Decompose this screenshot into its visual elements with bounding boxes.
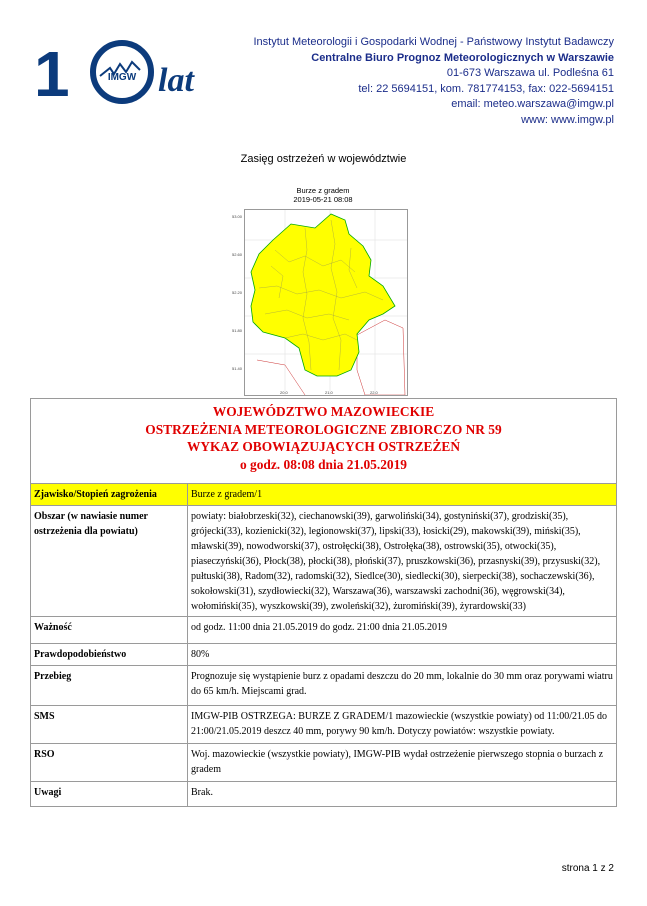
table-row	[31, 644, 617, 666]
table-row	[31, 666, 617, 706]
map-y-tick: 51.80	[232, 328, 243, 333]
row-value: od godz. 11:00 dnia 21.05.2019 do godz. 21:00 dnia 21.05.2019	[188, 617, 617, 644]
institution-name: Instytut Meteorologii i Gospodarki Wodnej - Państwowy Instytut Badawczy	[253, 36, 614, 48]
institution-www[interactable]: www: www.imgw.pl	[521, 113, 614, 126]
logo-ring-text: IMGW	[107, 72, 137, 83]
institution-email[interactable]: email: meteo.warszawa@imgw.pl	[451, 98, 614, 110]
map-y-tick: 52.20	[232, 290, 243, 295]
row-label: Zjawisko/Stopień zagrożenia	[31, 484, 188, 506]
row-value: Brak.	[188, 782, 617, 807]
row-label: SMS	[31, 706, 188, 744]
row-label: Przebieg	[31, 666, 188, 706]
row-label: Prawdopodobieństwo	[31, 644, 188, 666]
table-row	[31, 506, 617, 617]
header-issue-time: o godz. 08:08 dnia 21.05.2019	[239, 456, 408, 472]
map-x-tick: 20.0	[280, 390, 288, 395]
row-value: 80%	[188, 644, 617, 666]
header-voivodeship: WOJEWÓDZTWO MAZOWIECKIE	[212, 404, 435, 419]
section-subtitle: Zasięg ostrzeżeń w województwie	[240, 153, 407, 165]
map-x-tick: 21.0	[325, 390, 333, 395]
warning-map	[232, 186, 414, 398]
row-label: RSO	[31, 744, 188, 782]
row-value: powiaty: białobrzeski(32), ciechanowski(39), garwoliński(34), gostyniński(37), grodziski(35), grójecki(33), kozienicki(32), legionowski(37), lipski(33), łosicki(29), makowski(39), miński(35), mławski(39), nowodworski(37), ostrołęcki(38), Ostrołęka(38), ostrowski(35), otwocki(35), piaseczyński(36), Płock(38), płocki(38), płoński(37), pruszkowski(36), przasnyski(39), przysuski(32), pułtuski(38), Radom(32), radomski(32), Siedlce(30), siedlecki(30), sierpecki(38), sochaczewski(36), sokołowski(31), szydłowiecki(32), Warszawa(36), warszawski zachodni(36), węgrowski(34), wołomiński(35), wyszkowski(39), zwoleński(32), żuromiński(39), żyrardowski(33)	[188, 506, 617, 617]
header-list-title: WYKAZ OBOWIĄZUJĄCYCH OSTRZEŻEŃ	[186, 439, 461, 454]
map-y-tick: 52.60	[232, 252, 243, 257]
header-warning-number: OSTRZEŻENIA METEOROLOGICZNE ZBIORCZO NR 59	[145, 421, 502, 437]
row-label: Obszar (w nawiasie numer ostrzeżenia dla powiatu)	[31, 506, 188, 617]
row-value: Woj. mazowieckie (wszystkie powiaty), IMGW-PIB wydał ostrzeżenie pierwszego stopnia o burzach z gradem	[188, 744, 617, 782]
warning-table	[30, 398, 617, 807]
table-row	[31, 617, 617, 644]
row-value: Burze z gradem/1	[188, 484, 617, 506]
row-label: Uwagi	[31, 782, 188, 807]
table-row	[31, 484, 617, 506]
logo-suffix: lat	[158, 62, 194, 99]
table-row	[31, 706, 617, 744]
logo-ring-icon	[90, 40, 154, 104]
table-row	[31, 782, 617, 807]
map-title: Burze z gradem	[296, 186, 350, 195]
map-x-tick: 22.0	[370, 390, 378, 395]
table-header	[31, 399, 617, 484]
map-axis	[232, 209, 414, 421]
imgw-100-years-logo	[34, 40, 204, 108]
logo-number: 1	[34, 38, 66, 110]
map-y-tick: 51.40	[232, 366, 243, 371]
map-y-tick: 53.00	[232, 214, 243, 219]
institution-header	[224, 35, 614, 128]
institution-address: 01-673 Warszawa ul. Podleśna 61	[446, 67, 614, 79]
map-datetime: 2019-05-21 08:08	[293, 195, 353, 204]
row-value: Prognozuje się wystąpienie burz z opadami deszczu do 20 mm, lokalnie do 30 mm oraz porywami wiatru do 65 km/h. Miejscami grad.	[188, 666, 617, 706]
row-label: Ważność	[31, 617, 188, 644]
table-row	[31, 744, 617, 782]
row-value: IMGW-PIB OSTRZEGA: BURZE Z GRADEM/1 mazowieckie (wszystkie powiaty) od 11:00/21.05 do 21:00/21.05.2019 deszcz 40 mm, porywy 90 km/h. Dotyczy powiatów: wszystkie powiaty.	[188, 706, 617, 744]
page-number: strona 1 z 2	[561, 863, 614, 874]
institution-phone: tel: 22 5694151, kom. 781774153, fax: 022-5694151	[358, 82, 614, 95]
institution-bureau: Centralne Biuro Prognoz Meteorologicznych w Warszawie	[311, 51, 614, 64]
